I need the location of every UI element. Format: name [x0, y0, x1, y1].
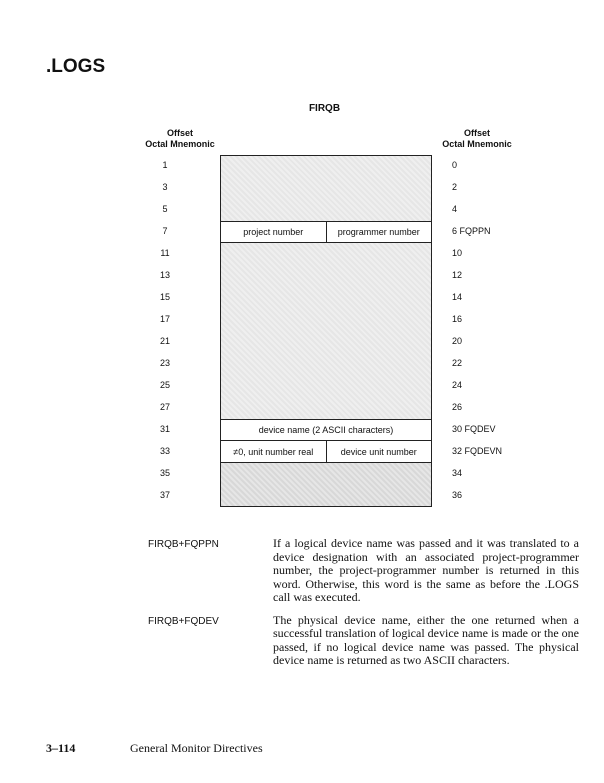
- header-line: Offset: [463, 128, 490, 138]
- page-number: 3–114: [46, 741, 76, 755]
- left-offset: 33: [159, 446, 170, 456]
- device-unit-field: device unit number: [326, 441, 432, 462]
- right-offset: 32 FQDEVN: [452, 446, 503, 456]
- left-offset: 17: [159, 314, 170, 324]
- right-offset: 20: [452, 336, 463, 346]
- left-offset: 31: [159, 424, 170, 434]
- description-item: [148, 614, 579, 668]
- left-offset: 13: [159, 270, 170, 280]
- device-name-row: [221, 419, 431, 441]
- desc-label: FIRQB+FQPPN: [148, 539, 219, 550]
- left-offset: 3: [162, 182, 168, 192]
- right-offset: 36: [452, 490, 463, 500]
- firqb-diagram: [220, 155, 432, 507]
- right-offset: 2: [452, 182, 458, 192]
- right-offset: 6 FQPPN: [452, 226, 491, 236]
- footer-section: General Monitor Directives: [130, 741, 263, 755]
- left-offset: 1: [162, 160, 168, 170]
- unit-real-field: ≠0, unit number real: [233, 446, 314, 457]
- descriptions: [148, 537, 579, 668]
- desc-text: If a logical device name was passed and it was translated to a device designation with an associated project-programmer number, the project-programmer number is returned in this word. Otherwise, this word is the same as before the .LOGS call was executed.: [273, 536, 579, 604]
- left-offset: 21: [159, 336, 170, 346]
- left-offset: 35: [159, 468, 170, 478]
- right-offset: 24: [452, 380, 463, 390]
- right-offset: 12: [452, 270, 463, 280]
- shaded-area: [221, 156, 431, 222]
- shaded-area: [221, 243, 431, 420]
- left-offset: 25: [159, 380, 170, 390]
- left-offset: 7: [162, 226, 168, 236]
- left-offset: 5: [162, 204, 168, 214]
- shaded-area: [221, 463, 431, 506]
- ppn-row: [221, 221, 431, 243]
- right-offset: 10: [452, 248, 463, 258]
- right-offset: 16: [452, 314, 463, 324]
- right-offset: 26: [452, 402, 463, 412]
- device-name-field: device name (2 ASCII characters): [258, 425, 394, 435]
- right-header: [432, 128, 522, 150]
- left-offset: 23: [159, 358, 170, 368]
- diagram-title: FIRQB: [308, 103, 341, 114]
- left-offset: 11: [160, 248, 170, 258]
- right-offset: 30 FQDEV: [452, 424, 496, 434]
- right-offset: 34: [452, 468, 463, 478]
- programmer-number-field: programmer number: [326, 222, 432, 242]
- header-line: Octal Mnemonic: [442, 139, 512, 149]
- left-header: [135, 128, 225, 150]
- left-offset: 15: [159, 292, 170, 302]
- right-offset: 22: [452, 358, 463, 368]
- unit-row: [221, 441, 431, 463]
- desc-text: The physical device name, either the one returned when a successful translation of logical device name is made or the one passed, if no logical device name was passed. The physical device name is returned as two ASCII characters.: [273, 612, 579, 667]
- right-offset: 0: [452, 160, 458, 170]
- page-heading: .LOGS: [46, 56, 106, 77]
- desc-label: FIRQB+FQDEV: [148, 615, 219, 627]
- project-number-field: project number: [243, 227, 304, 237]
- description-item: [148, 537, 579, 605]
- left-offset: 37: [159, 490, 170, 500]
- right-offset: 14: [452, 292, 463, 302]
- header-line: Offset: [166, 128, 193, 138]
- right-offset: 4: [452, 204, 458, 214]
- left-offset: 27: [159, 402, 170, 412]
- header-line: Octal Mnemonic: [145, 139, 215, 149]
